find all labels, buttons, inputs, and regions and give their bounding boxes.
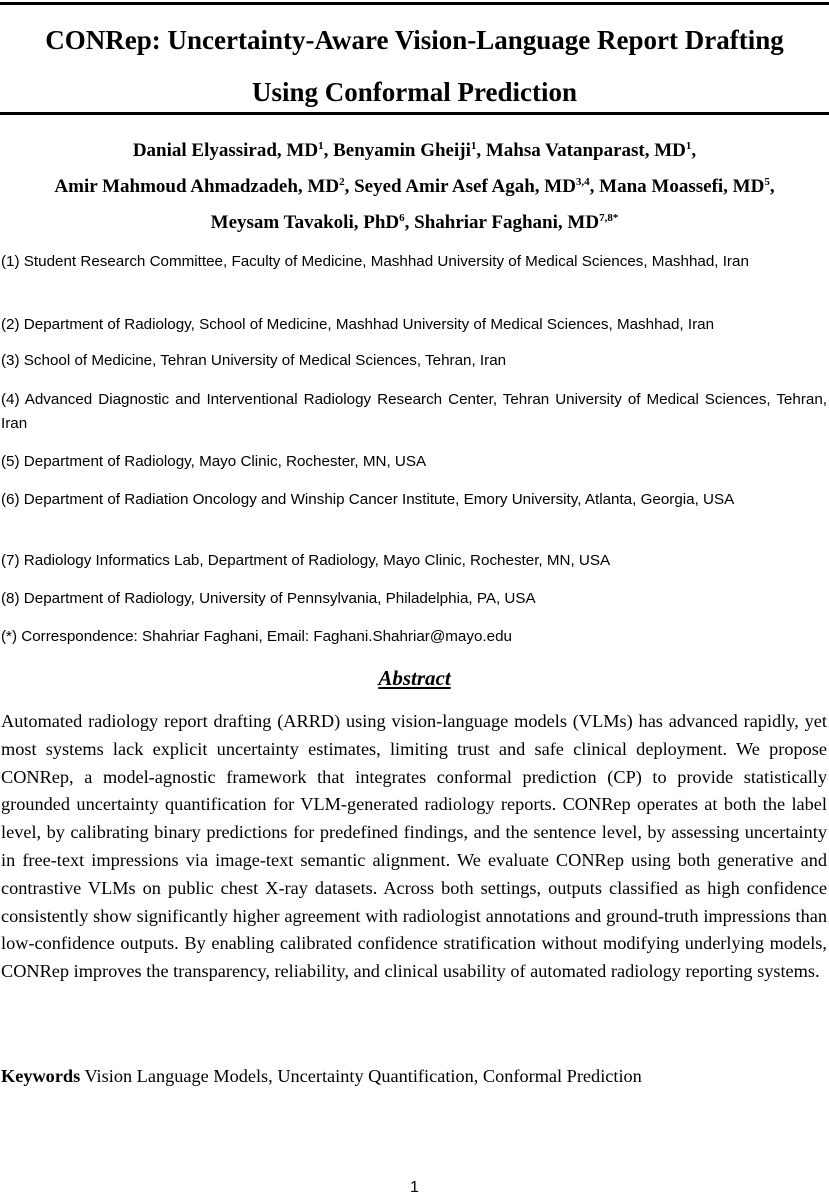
keywords: [1, 1062, 827, 1090]
author: Mahsa Vatanparast, MD: [485, 140, 686, 161]
keywords-text: Vision Language Models, Uncertainty Quantification, Conformal Prediction: [80, 1066, 642, 1086]
author-line-2: Amir Mahmoud Ahmadzadeh, $MD^2$, Seyed Amir Asef Agah, MD$^{3,4}$, Mana Moassefi, $MD^5$,: [54, 176, 775, 197]
bottom-rule: [0, 112, 829, 115]
affiliation-6: (6) Department of Radiation Oncology and Winship Cancer Institute, Emory University, Atlanta, Georgia, USA: [1, 491, 735, 508]
paper-title: [0, 14, 829, 118]
author-sup: 5: [764, 176, 770, 188]
author-sup: 7,8*: [599, 212, 619, 224]
author-sup: 6: [399, 212, 405, 224]
affiliation-7: (7) Radiology Informatics Lab, Department of Radiology, Mayo Clinic, Rochester, MN, USA: [1, 552, 611, 569]
top-rule: [0, 2, 829, 5]
author: Danial Elyassirad, MD: [132, 140, 319, 161]
affiliation-1: (1) Student Research Committee, Faculty of Medicine, Mashhad University of Medical Sciences, Mashhad, Iran: [1, 253, 749, 270]
author-sup: 1: [318, 140, 324, 152]
author: Mana Moassefi, MD: [599, 176, 765, 197]
author-sup: 3,4: [575, 176, 590, 188]
title-line-1: CONRep: Uncertainty-Aware Vision-Language Report Drafting: [45, 25, 784, 55]
affiliation-8: (8) Department of Radiology, University of Pennsylvania, Philadelphia, PA, USA: [1, 590, 536, 607]
affiliation-5: (5) Department of Radiology, Mayo Clinic, Rochester, MN, USA: [1, 453, 427, 470]
author-line-1: Danial Elyassirad, $MD^1$, Benyamin Gheiji$^1$, Mahsa Vatanparast, $MD^1$,: [132, 140, 697, 161]
author-sup: 1: [685, 140, 692, 152]
author: Benyamin Gheiji: [333, 140, 471, 161]
affiliation-2: (2) Department of Radiology, School of Medicine, Mashhad University of Medical Sciences, Mashhad, Iran: [1, 316, 715, 333]
author-line-3: Meysam Tavakoli, PhD$^6$, Shahriar Faghani, $MD^{7,8*}$: [210, 212, 619, 233]
abstract-body: Automated radiology report drafting (ARRD) using vision-language models (VLMs) has advanced rapidly, yet most systems lack explicit uncertainty estimates, limiting trust and safe clinical deployment. We propose CONRep, a model-agnostic framework that integrates conformal prediction (CP) to provide statistically grounded uncertainty quantification for VLM-generated radiology reports. CONRep operates at both the label level, by calibrating binary predictions for predefined findings, and the sentence level, by assessing uncertainty in free-text impressions via image-text semantic alignment. We evaluate CONRep using both generative and contrastive VLMs on public chest X-ray datasets. Across both settings, outputs classified as high confidence consistently show significantly higher agreement with radiologist annotations and ground-truth impressions than low-confidence outputs. By enabling calibrated confidence stratification without modifying underlying models, CONRep improves the transparency, reliability, and clinical usability of automated radiology reporting systems.: [1, 711, 827, 982]
keywords-label: Keywords: [1, 1066, 81, 1086]
author: Meysam Tavakoli, PhD: [210, 212, 400, 233]
author: Seyed Amir Asef Agah, MD: [354, 176, 576, 197]
author-sup: 2: [339, 176, 345, 188]
page-number: 1: [410, 1179, 419, 1196]
abstract-heading: Abstract: [378, 666, 451, 690]
affiliation-4: (4) Advanced Diagnostic and Interventional Radiology Research Center, Tehran University of Medical Sciences, Tehran, Iran: [1, 391, 827, 432]
author: Shahriar Faghani, MD: [414, 212, 600, 233]
author-list: [0, 133, 829, 241]
affiliation-3: (3) School of Medicine, Tehran University of Medical Sciences, Tehran, Iran: [1, 352, 507, 369]
author-sup: 1: [470, 140, 477, 152]
title-line-2: Using Conformal Prediction: [252, 77, 577, 107]
correspondence: (*) Correspondence: Shahriar Faghani, Email: Faghani.Shahriar@mayo.edu: [1, 628, 512, 645]
author: Amir Mahmoud Ahmadzadeh, MD: [54, 176, 340, 197]
